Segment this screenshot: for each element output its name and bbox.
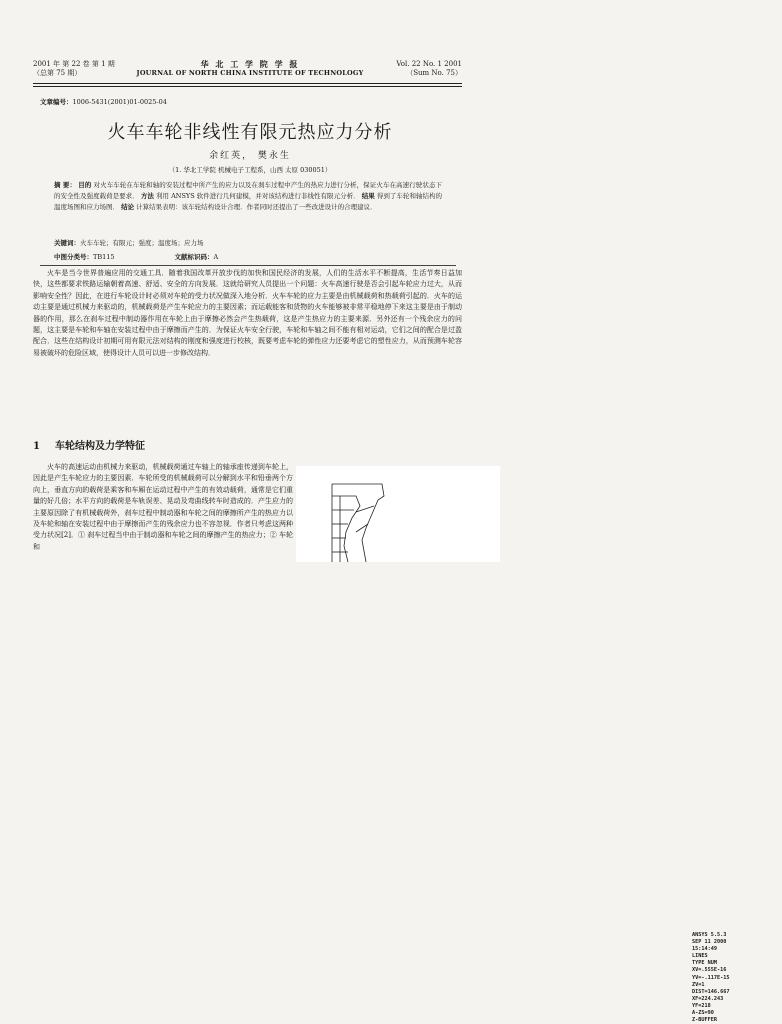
keywords-label: 关键词： [54, 239, 80, 247]
ansys-line: A-ZS=90 [692, 1010, 714, 1017]
section-heading [33, 437, 145, 452]
journal-name-en: JOURNAL OF NORTH CHINA INSTITUTE OF TECHNOLOGY [136, 69, 364, 77]
wheel-mesh-drawing [296, 466, 500, 562]
sum-line: （Sum No. 75） [406, 69, 462, 77]
abstract-label: 摘 要： [54, 181, 77, 189]
ansys-line: DIST=146.667 [692, 988, 730, 995]
ansys-line: LINES [692, 953, 708, 960]
keywords-value: 火车车轮；有限元；强度；温度场；应力场 [80, 239, 204, 247]
clc-value: TB115 [93, 253, 115, 261]
clc-label: 中图分类号： [54, 253, 93, 261]
method-label: 方法 [140, 192, 154, 200]
abstract-method: 利用 ANSYS 软件进行几何建模，并对该结构进行非线性有限元分析． [155, 192, 360, 200]
result-label: 结果 [361, 192, 375, 200]
ansys-line: SEP 11 2000 [692, 939, 727, 946]
issue-line: 2001 年 第 22 卷 第 1 期 [33, 60, 115, 68]
ansys-line: XV=.555E-16 [692, 967, 727, 974]
ansys-line: YV=-.117E-15 [692, 974, 730, 981]
section-number: 1 [33, 441, 40, 452]
paper-authors: 余红英， 樊永生 [209, 151, 291, 161]
abstract [54, 180, 442, 213]
ansys-line: XF=224.243 [692, 995, 724, 1002]
ansys-line: ANSYS 5.5.3 [692, 932, 727, 938]
keywords [54, 238, 204, 247]
ansys-info-block [692, 932, 782, 1024]
conclusion-label: 结论 [121, 203, 135, 211]
ansys-line: ZV=1 [692, 981, 705, 988]
ansys-line: TYPE NUM [692, 960, 717, 967]
doc-code-label: 文献标识码： [174, 253, 214, 261]
article-number-value: 1006-5431(2001)01-0025-04 [72, 98, 167, 106]
abstract-conclusion: 计算结果表明：该车轮结构设计合理．作者同时还提出了一些改进设计的合理建议． [136, 203, 377, 211]
abstract-purpose: 对火车车轮在车轮和轴的安装过程中所产生的应力以及在刹车过程中产生的热应力进行分析，保证火车在高速行驶状态下的安全性及强度载荷是要求． [54, 181, 443, 200]
journal-volume-info [396, 60, 462, 78]
abstract-result: 得到了车轮和轴结构的温度场图和应力场图． [54, 192, 443, 211]
doc-code-value: A [213, 253, 219, 261]
journal-name-cn: 华 北 工 学 院 学 报 [200, 59, 300, 69]
header-rule-thin [33, 86, 462, 87]
purpose-label: 目的 [78, 181, 92, 189]
ansys-line: Z-BUFFER [692, 1017, 717, 1024]
paper-title: 火车车轮非线性有限元热应力分析 [107, 122, 393, 143]
classification [54, 252, 434, 261]
section-paragraph: 火车的高速运动由机械力来驱动，机械载荷通过车轴上的轴承座传递到车轮上，因此是产生车轮应力的主要因素．车轮所受的机械载荷可以分解到水平和铅垂两个方向上，垂直方向的载荷是乘客和车厢在运动过程中产生的有效动载荷，通常是它们重量的好几倍；水平方向的载荷是车轨误差、晃动及弯曲线转车时造成的．产生应力的主要原因除了有机械载荷外，刹车过程中制动器和车轮之间的摩擦所产生的热应力以及车轮和轴在安装过程中由于摩擦而产生的残余应力也不容忽视．作者只考虑这两种受力状况[2]．① 刹车过程当中由于制动器和车轮之间的摩擦产生的热应力；② 车轮和 [33, 463, 293, 551]
header-rule [33, 83, 462, 84]
volume-line: Vol. 22 No. 1 2001 [396, 60, 462, 68]
author-affiliation: （1. 华北工学院 机械电子工程系，山西 太原 030051） [168, 166, 332, 174]
ansys-line: YF=218 [692, 1002, 711, 1009]
ansys-line: 15:14:49 [692, 946, 717, 953]
abstract-rule [40, 265, 456, 266]
intro-paragraph: 火车是当今世界普遍应用的交通工具．随着我国改革开放步伐的加快和国民经济的发展，人们的生活水平不断提高，生活节奏日益加快，这些都要求铁路运输朝着高速、舒适、安全的方向发展．这就给研究人员提出一个问题：火车高速行驶是否会引起车轮应力过大，从而影响安全性？因此，在进行车轮设计时必须对车轮的受力状况做深入地分析．火车车轮的应力主要是由机械载荷和热载荷引起的．火车的运动主要是通过机械力来驱动的，机械载荷是产生车轮应力的主要因素；而运载能客和货物的火车能够被非常平稳地停下来这主要是由于制动器的作用，那么在刹车过程中制动器作用在车轮上由于摩擦必然会产生热载荷，这是产生热应力的主要来源．另外还有一个残余应力的问题，这主要是车轮和车轴在安装过程中由于摩擦而产生的．为保证火车安全行驶，车轮和车轴之间不能有相对运动，它们之间的配合是过盈配合．这些在结构设计初期可用有限元法对结构的刚度和强度进行校核，既要考虑车轮的弹性应力还要考虑它的塑性应力，从而预测车轮容易被破坏的危险区域，使得设计人员可以进一步修改结构． [33, 269, 462, 357]
section-title: 车轮结构及力学特征 [55, 441, 145, 452]
article-number [40, 97, 167, 106]
total-issue-line: （总第 75 期） [33, 69, 82, 77]
article-number-label: 文章编号： [40, 98, 73, 106]
ansys-figure [296, 466, 730, 1024]
